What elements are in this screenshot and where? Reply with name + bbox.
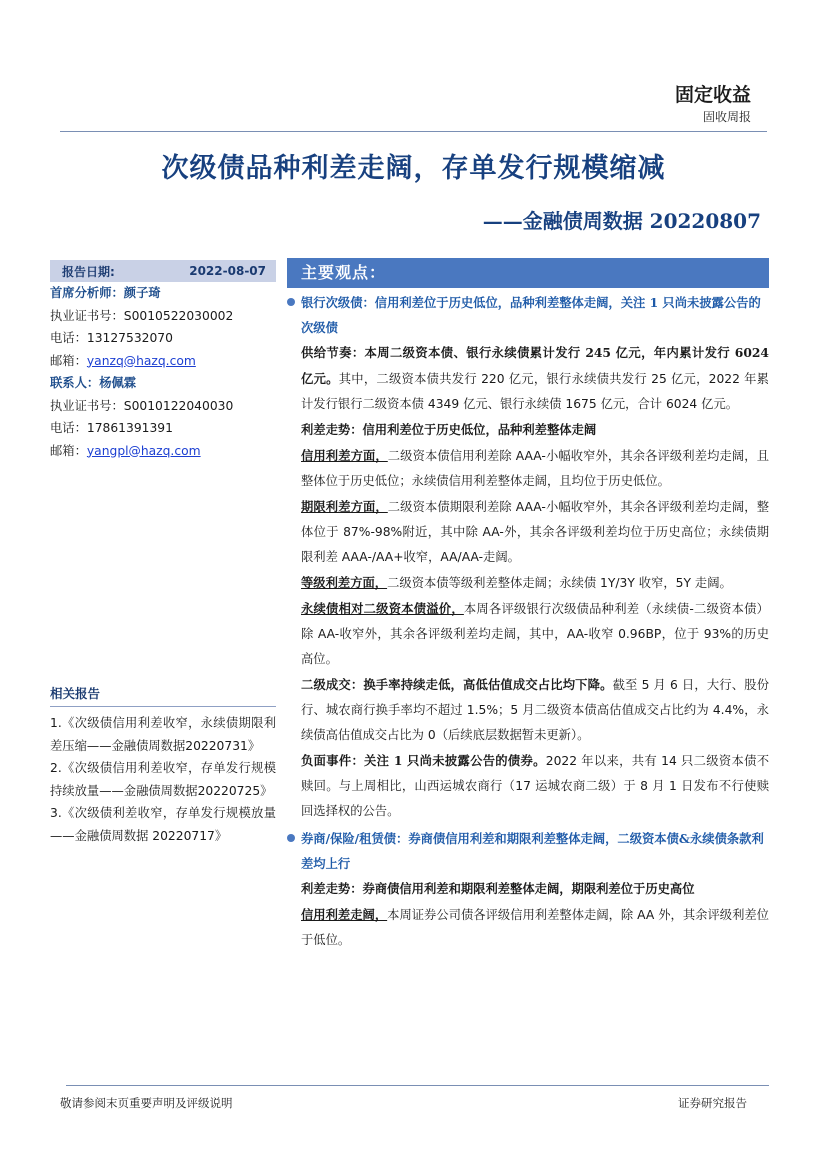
sidebar xyxy=(50,260,276,462)
paragraph-text: 截至 5 月 6 日，大行、股份行、城农商行换手率均不超过 1.5%；5 月二级资本债高估值成交占比约为 4.4%，永续债高估值成交占比为 0（后续底层数据暂未更新）。 xyxy=(301,678,769,742)
bullet-dot-icon xyxy=(287,298,295,306)
viewpoint-paragraph xyxy=(287,494,769,570)
paragraph-text: 二级资本债等级利差整体走阔；永续债 1Y/3Y 收窄，5Y 走阔。 xyxy=(387,576,732,590)
related-reports-title: 相关报告 xyxy=(50,686,101,701)
paragraph-emphasis: 信用利差走阔， xyxy=(301,907,388,922)
paragraph-text: 二级资本债信用利差除 AAA-小幅收窄外，其余各评级利差均走阔，且整体位于历史低位；永续债信用利差整体走阔，且均位于历史低位。 xyxy=(301,449,769,488)
page-subtitle: ——金融债周数据 20220807 xyxy=(482,209,761,233)
analyst-info xyxy=(50,282,276,462)
paragraph-emphasis: 供给节奏：本周二级资本债、银行永续债累计发行 245 亿元，年内累计发行 6024 亿元。 xyxy=(301,345,769,386)
bullet-dot-icon xyxy=(287,834,295,842)
footer-label: 证券研究报告 xyxy=(678,1096,747,1110)
viewpoint-paragraph xyxy=(287,876,769,902)
page-title: 次级债品种利差走阔，存单发行规模缩减 xyxy=(161,153,666,184)
viewpoint-bullet-text: 银行次级债：信用利差位于历史低位，品种利差整体走阔，关注 1 只尚未披露公告的次级债 xyxy=(301,295,761,335)
viewpoint-bullet-text: 券商/保险/租赁债：券商债信用利差和期限利差整体走阔，二级资本债&永续债条款利差均上行 xyxy=(301,831,764,871)
analyst-info-text: 电话：13127532070 xyxy=(50,331,173,345)
analyst-info-line xyxy=(50,372,276,395)
viewpoint-paragraph xyxy=(287,417,769,443)
viewpoint-sections xyxy=(287,290,769,953)
paragraph-emphasis: 永续债相对二级资本债溢价， xyxy=(301,601,464,616)
paragraph-text: 二级资本债期限利差除 AAA-小幅收窄外，其余各评级利差均走阔，整体位于 87%-98%附近，其中除 AA-外，其余各评级利差均位于历史高位；永续债期限利差 AAA-/AA+收窄，AA/AA-走阔。 xyxy=(301,500,769,564)
paragraph-emphasis: 信用利差方面， xyxy=(301,448,388,463)
analyst-info-line xyxy=(50,395,276,418)
paragraph-text: 本周各评级银行次级债品种利差（永续债-二级资本债）除 AA-收窄外，其余各评级利差均走阔，其中，AA-收窄 0.96BP，位于 93%的历史高位。 xyxy=(301,602,769,666)
analyst-info-text: 邮箱： xyxy=(50,443,87,458)
viewpoint-paragraph xyxy=(287,672,769,748)
viewpoint-paragraph xyxy=(287,570,769,596)
email-link[interactable]: yanzq@hazq.com xyxy=(86,353,196,368)
analyst-info-line xyxy=(50,327,276,350)
paragraph-text: 2022 年以来，共有 14 只二级资本债不赎回。与上周相比，山西运城农商行（17 运城农商二级）于 8 月 1 日发布不行使赎回选择权的公告。 xyxy=(301,754,769,818)
analyst-info-line xyxy=(50,350,276,373)
analyst-info-line xyxy=(50,417,276,440)
related-report-item[interactable]: 2.《次级债信用利差收窄，存单发行规模持续放量——金融债周数据20220725》 xyxy=(50,761,276,798)
paragraph-emphasis: 利差走势：券商债信用利差和期限利差整体走阔，期限利差位于历史高位 xyxy=(301,881,695,896)
viewpoint-paragraph xyxy=(287,748,769,824)
report-subcategory: 固收周报 xyxy=(702,110,751,124)
analyst-info-line xyxy=(50,305,276,328)
paragraph-text: 其中，二级资本债共发行 220 亿元，银行永续债共发行 25 亿元，2022 年累计发行银行二级资本债 4349 亿元、银行永续债 1675 亿元，合计 6024 亿元。 xyxy=(301,372,769,411)
email-link[interactable]: yangpl@hazq.com xyxy=(86,443,201,458)
footer-disclaimer: 敬请参阅末页重要声明及评级说明 xyxy=(60,1096,233,1110)
related-report-item[interactable]: 3.《次级债利差收窄，存单发行规模放量——金融债周数据 20220717》 xyxy=(50,806,276,843)
viewpoint-paragraph xyxy=(287,443,769,494)
analyst-info-text: 联系人：杨佩霖 xyxy=(50,375,137,390)
viewpoint-bullet xyxy=(287,826,769,876)
report-date-bar xyxy=(50,260,276,282)
main-content xyxy=(287,258,769,953)
paragraph-emphasis: 等级利差方面， xyxy=(301,575,388,590)
paragraph-emphasis: 期限利差方面， xyxy=(301,499,388,514)
report-category: 固定收益 xyxy=(674,84,751,106)
analyst-info-text: 邮箱： xyxy=(50,353,87,368)
analyst-info-text: 首席分析师：颜子琦 xyxy=(50,285,161,300)
section-heading: 主要观点： xyxy=(287,258,769,288)
related-reports-list xyxy=(50,712,276,848)
analyst-info-line xyxy=(50,282,276,305)
viewpoint-paragraph xyxy=(287,340,769,417)
related-divider xyxy=(50,706,276,707)
report-date-label: 报告日期: xyxy=(62,264,115,279)
paragraph-emphasis: 负面事件：关注 1 只尚未披露公告的债券。 xyxy=(301,753,546,768)
analyst-info-line xyxy=(50,440,276,463)
related-report-item[interactable]: 1.《次级债信用利差收窄，永续债期限利差压缩——金融债周数据20220731》 xyxy=(50,716,276,753)
analyst-info-text: 执业证书号：S0010522030002 xyxy=(50,308,234,323)
footer-divider xyxy=(66,1085,769,1086)
report-date-value: 2022-08-07 xyxy=(189,264,266,278)
paragraph-emphasis: 利差走势：信用利差位于历史低位，品种利差整体走阔 xyxy=(301,422,597,437)
paragraph-emphasis: 二级成交：换手率持续走低，高低估值成交占比均下降。 xyxy=(301,677,613,692)
header-divider xyxy=(60,131,767,132)
paragraph-text: 本周证券公司债各评级信用利差整体走阔，除 AA 外，其余评级利差位于低位。 xyxy=(301,908,769,947)
viewpoint-bullet xyxy=(287,290,769,340)
viewpoint-paragraph xyxy=(287,902,769,953)
analyst-info-text: 电话：17861391391 xyxy=(50,421,173,435)
analyst-info-text: 执业证书号：S0010122040030 xyxy=(50,398,234,413)
viewpoint-paragraph xyxy=(287,596,769,672)
